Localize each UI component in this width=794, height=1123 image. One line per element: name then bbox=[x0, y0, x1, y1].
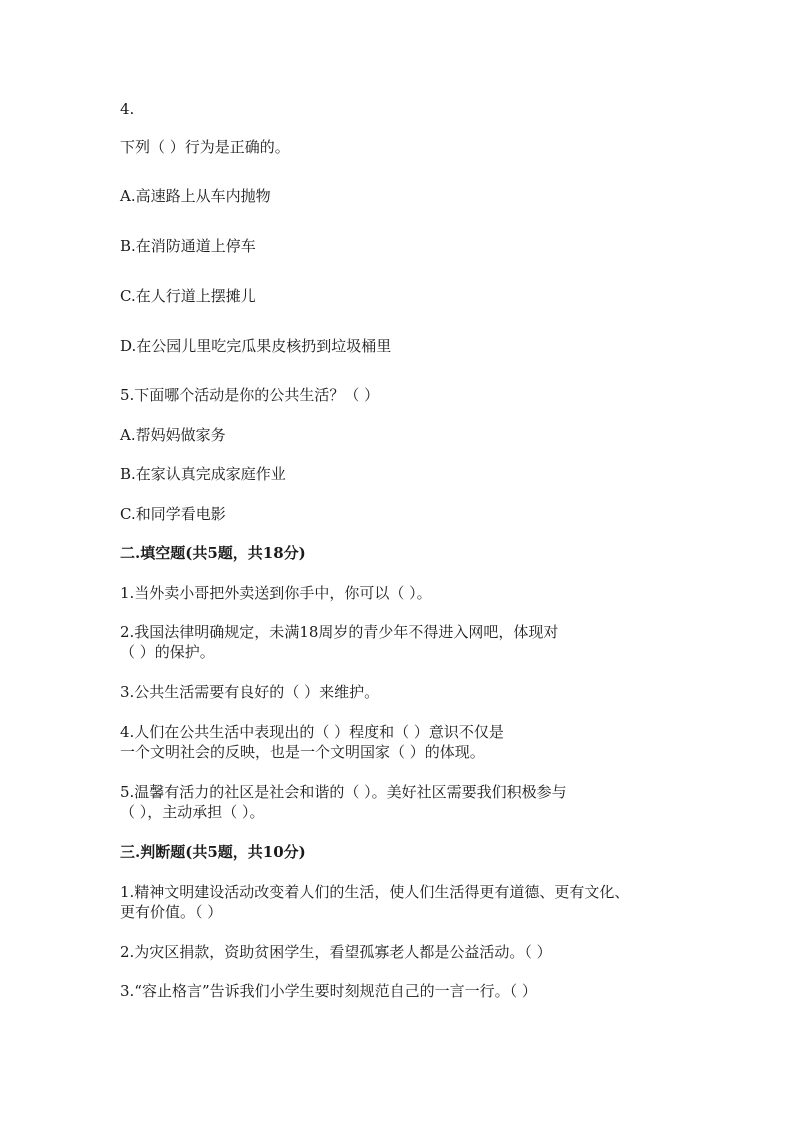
fill-item: 5.温馨有活力的社区是社会和谐的（ ）。美好社区需要我们积极参与 bbox=[120, 783, 567, 801]
judge-item: 2.为灾区捐款，资助贫困学生，看望孤寡老人都是公益活动。（ ） bbox=[120, 943, 552, 961]
fill-item: 2.我国法律明确规定，未满18周岁的青少年不得进入网吧，体现对 bbox=[120, 623, 559, 641]
fill-item: 4.人们在公共生活中表现出的（ ）程度和（ ）意识不仅是 bbox=[120, 723, 504, 741]
question-number: 4. bbox=[120, 100, 135, 118]
option-d: D.在公园儿里吃完瓜果皮核扔到垃圾桶里 bbox=[120, 337, 392, 355]
judge-item: 3.“容止格言”告诉我们小学生要时刻规范自己的一言一行。（ ） bbox=[120, 982, 537, 1000]
judge-item-cont: 更有价值。（ ） bbox=[120, 903, 223, 921]
section-title: 三.判断题(共5题，共10分) bbox=[120, 843, 306, 861]
question-stem: 5.下面哪个活动是你的公共生活？（ ） bbox=[120, 386, 380, 404]
option-c: C.在人行道上摆摊儿 bbox=[120, 287, 256, 305]
section-title: 二.填空题(共5题，共18分) bbox=[120, 544, 306, 562]
option-b: B.在家认真完成家庭作业 bbox=[120, 465, 286, 483]
fill-item-cont: （ ）的保护。 bbox=[120, 643, 215, 661]
judge-item: 1.精神文明建设活动改变着人们的生活，使人们生活得更有道德、更有文化、 bbox=[120, 883, 630, 901]
fill-item: 3.公共生活需要有良好的（ ）来维护。 bbox=[120, 683, 380, 701]
option-a: A.高速路上从车内抛物 bbox=[120, 187, 271, 205]
fill-item: 1.当外卖小哥把外卖送到你手中，你可以（ ）。 bbox=[120, 584, 432, 602]
fill-item-cont: （ ），主动承担（ ）。 bbox=[120, 803, 265, 821]
question-stem: 下列（ ）行为是正确的。 bbox=[120, 138, 290, 156]
option-c: C.和同学看电影 bbox=[120, 505, 226, 523]
fill-item-cont: 一个文明社会的反映，也是一个文明国家（ ）的体现。 bbox=[120, 743, 485, 761]
option-a: A.帮妈妈做家务 bbox=[120, 426, 226, 444]
option-b: B.在消防通道上停车 bbox=[120, 237, 256, 255]
